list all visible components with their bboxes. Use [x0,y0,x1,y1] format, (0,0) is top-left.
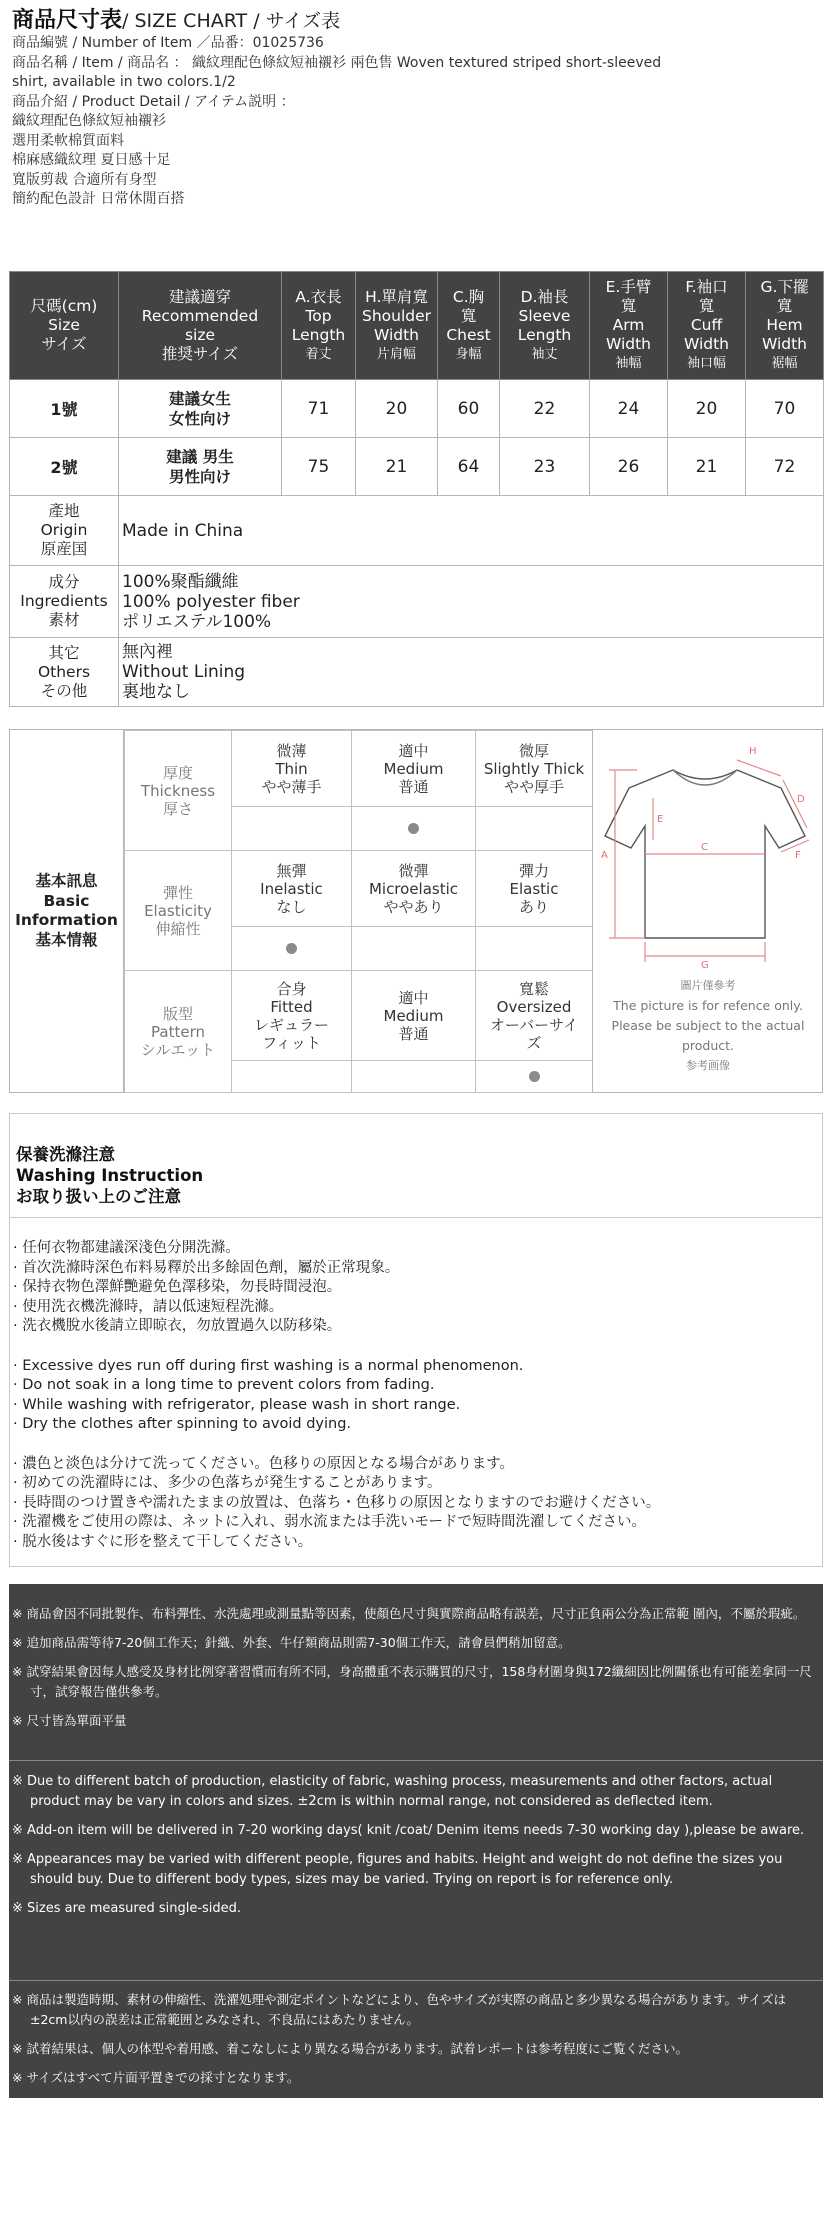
detail-line: 織紋理配色條紋短袖襯衫 [12,113,166,129]
ingredients-heading: 成分 Ingredients 素材 [10,566,119,638]
divider [9,1980,823,1981]
marker-cell [352,1061,476,1093]
header-arm-width: E.手臂 寬 Arm Width 袖幅 [590,272,668,380]
washing-instruction-list [9,1218,823,1567]
others-heading: 其它 Others その他 [10,638,119,707]
option-microelastic: 微彈 Microelastic ややあり [352,851,476,927]
table-row [10,438,824,496]
fabric-attribute-grid [124,730,593,1093]
washing-instruction-heading: 保養洗滌注意 Washing Instruction お取り扱い上のご注意 [9,1113,823,1218]
marker-cell [476,807,593,851]
item-name-line-1: 商品名稱 / Item / 商品名 ： 織紋理配色條紋短袖襯衫 兩色售 Woven textured striped short-sleeved [12,54,662,71]
value-cell: 70 [746,380,824,438]
value-cell: 71 [282,380,356,438]
value-cell: 72 [746,438,824,496]
list-item: · 洗濯機をご使用の際は、ネットに入れ、弱水流または手洗いモードで短時間洗濯してください。 [13,1514,647,1530]
list-item: · 首次洗滌時深色布料易釋於出多餘固色劑，屬於正常現象。 [13,1259,400,1276]
disclaimer-item: ※ 商品は製造時期、素材の伸縮性、洗濯処理や測定ポイントなどにより、色やサイズが実際の商品と多少異なる場合があります。サイズは±2cm以内の誤差は正常範囲とみなされ、不良品にはあたりません。 [12,1992,786,2027]
detail-line: 簡約配色設計 日常休閒百搭 [12,191,185,207]
disclaimer-ja [12,1990,818,2097]
recommended-size: 建議 男生 男性向け [119,438,282,496]
disclaimer-item: ※ サイズはすべて片面平置きでの採寸となります。 [12,2070,300,2085]
reference-note: 圖片僅參考 The picture is for refence only. Please be subject to the actual product. 参考画像 [611,979,805,1072]
svg-text:G: G [701,960,709,970]
tshirt-diagram-icon [593,730,823,970]
marker-cell [352,807,476,851]
value-cell: 21 [668,438,746,496]
value-cell: 24 [590,380,668,438]
origin-value: Made in China [119,496,824,566]
disclaimer-zh [12,1604,818,1740]
list-item: · While washing with refrigerator, please wash in short range. [13,1396,461,1413]
origin-heading: 產地 Origin 原産国 [10,496,119,566]
marker-cell [232,807,352,851]
ingredients-row [10,566,824,638]
size-table-header [10,272,824,380]
origin-row [10,496,824,566]
list-item: · 洗衣機脫水後請立即晾衣，勿放置過久以防移染。 [13,1318,342,1334]
detail-line: 棉麻感織紋理 夏日感十足 [12,152,171,168]
header-size: 尺碼(cm) Size サイズ [10,272,119,380]
ingredients-value: 100%聚酯纖維 100% polyester fiber ポリエステル100% [119,566,824,638]
disclaimer-item: ※ 尺寸皆為單面平量 [12,1713,127,1728]
item-name-line-2: shirt, available in two colors.1/2 [12,74,236,90]
product-detail-label: 商品介紹 / Product Detail / アイテム説明 ： [12,93,295,110]
list-item: · 使用洗衣機洗滌時，請以低速短程洗滌。 [13,1298,284,1315]
selected-dot [408,823,419,834]
basic-info-label: 基本訊息 Basic Information 基本情報 [10,730,124,1092]
marker-cell [476,927,593,971]
disclaimer-item: ※ Add-on item will be delivered in 7-20 working days( knit /coat/ Denim items needs 7-30 working day ),please be aware. [12,1823,805,1838]
disclaimer-item: ※ Sizes are measured single-sided. [12,1901,242,1916]
option-elastic: 彈力 Elastic あり [476,851,593,927]
value-cell: 26 [590,438,668,496]
disclaimer-item: ※ 試穿結果會因每人感受及身材比例穿著習慣而有所不同，身高體重不表示購買的尺寸，158身材圍身與172纖細因比例關係也有可能差拿同一尺寸，試穿報告僅供參考。 [12,1664,812,1699]
value-cell: 20 [356,380,438,438]
svg-text:F: F [795,850,801,861]
marker-cell [232,927,352,971]
disclaimer-item: ※ Due to different batch of production, elasticity of fabric, washing process, measurements and other factors, actual product may be vary in colors and sizes. ±2cm is within normal range, not considered as deflected item. [12,1774,773,1809]
table-row [10,380,824,438]
marker-cell [352,927,476,971]
header-hem-width: G.下擺 寬 Hem Width 裾幅 [746,272,824,380]
option-medium: 適中 Medium 普通 [352,731,476,807]
value-cell: 60 [438,380,500,438]
list-item: · Excessive dyes run off during first washing is a normal phenomenon. [13,1357,524,1374]
value-cell: 20 [668,380,746,438]
list-item: · 初めての洗濯時には、多少の色落ちが発生することがあります。 [13,1475,442,1491]
list-item: · Dry the clothes after spinning to avoid dying. [13,1416,352,1432]
elasticity-label: 彈性 Elasticity 伸縮性 [125,851,232,971]
header-recommended: 建議適穿 Recommended size 推奨サイズ [119,272,282,380]
marker-cell [232,1061,352,1093]
marker-cell [476,1061,593,1093]
disclaimer-item: ※ 試着結果は、個人の体型や着用感、着こなしにより異なる場合があります。試着レポートは参考程度にご覧ください。 [12,2041,688,2056]
tshirt-measurement-diagram [592,730,822,1092]
disclaimer-item: ※ Appearances may be varied with different people, figures and habits. Height and weight do not define the sizes you should buy. Due to different body types, sizes may be varied. Trying on report is for reference only. [12,1852,783,1887]
header-cuff-width: F.袖口 寬 Cuff Width 袖口幅 [668,272,746,380]
detail-line: 選用柔軟棉質面料 [12,132,124,149]
disclaimer-en [12,1772,818,1928]
svg-text:E: E [657,814,664,825]
header-chest: C.胸 寬 Chest 身幅 [438,272,500,380]
others-value: 無內裡 Without Lining 裏地なし [119,638,824,707]
value-cell: 22 [500,380,590,438]
detail-line: 寬版剪裁 合適所有身型 [12,171,157,188]
recommended-size: 建議女生 女性向け [119,380,282,438]
size-chart-title [12,8,827,34]
option-slightly-thick: 微厚 Slightly Thick やや厚手 [476,731,593,807]
option-oversized: 寬鬆 Oversized オーバーサイ ズ [476,971,593,1061]
svg-text:A: A [601,850,608,861]
value-cell: 75 [282,438,356,496]
title-rest: / SIZE CHART / サイズ表 [122,10,341,32]
disclaimer-item: ※ 商品會因不同批製作、布料彈性、水洗處理或測量點等因素，使顏色尺寸與實際商品略有誤差，尺寸正負兩公分為正常範 圍內，不屬於瑕疵。 [12,1606,806,1621]
others-row [10,638,824,707]
option-inelastic: 無彈 Inelastic なし [232,851,352,927]
size-table [9,271,824,707]
item-number: 商品編號 / Number of Item ／品番：01025736 [12,35,324,51]
header-top-length: A.衣長 Top Length 着丈 [282,272,356,380]
selected-dot [529,1071,540,1082]
option-fitted: 合身 Fitted レギュラー フィット [232,971,352,1061]
option-thin: 微薄 Thin やや薄手 [232,731,352,807]
size-label: 1號 [10,380,119,438]
selected-dot [286,943,297,954]
list-item: · 保持衣物色澤鮮艷避免色澤移染，勿長時間浸泡。 [13,1279,342,1295]
value-cell: 64 [438,438,500,496]
disclaimer-item: ※ 追加商品需等待7-20個工作天；針織、外套、牛仔類商品則需7-30個工作天，請會員們稍加留意。 [12,1635,571,1650]
list-item: · Do not soak in a long time to prevent colors from fading. [13,1377,435,1393]
list-item: · 任何衣物都建議深淺色分開洗滌。 [13,1240,240,1256]
thickness-label: 厚度 Thickness 厚さ [125,731,232,851]
value-cell: 23 [500,438,590,496]
disclaimer-panel [9,1584,823,2098]
header-shoulder-width: H.單肩寬 Shoulder Width 片肩幅 [356,272,438,380]
list-item: · 脱水後はすぐに形を整えて干してください。 [13,1533,313,1550]
basic-info-panel [9,729,823,1093]
option-medium: 適中 Medium 普通 [352,971,476,1061]
list-item: · 濃色と淡色は分けて洗ってください。色移りの原因となる場合があります。 [13,1455,515,1472]
value-cell: 21 [356,438,438,496]
divider [9,1760,823,1761]
product-header [12,8,827,210]
list-item: · 長時間のつけ置きや濡れたままの放置は、色落ち・色移りの原因となりますのでお避けください。 [13,1494,661,1511]
svg-text:D: D [797,794,805,805]
svg-text:H: H [749,746,757,757]
size-label: 2號 [10,438,119,496]
pattern-label: 版型 Pattern シルエット [125,971,232,1093]
svg-text:C: C [701,842,708,853]
header-sleeve-length: D.袖長 Sleeve Length 袖丈 [500,272,590,380]
title-bold: 商品尺寸表 [12,8,123,33]
